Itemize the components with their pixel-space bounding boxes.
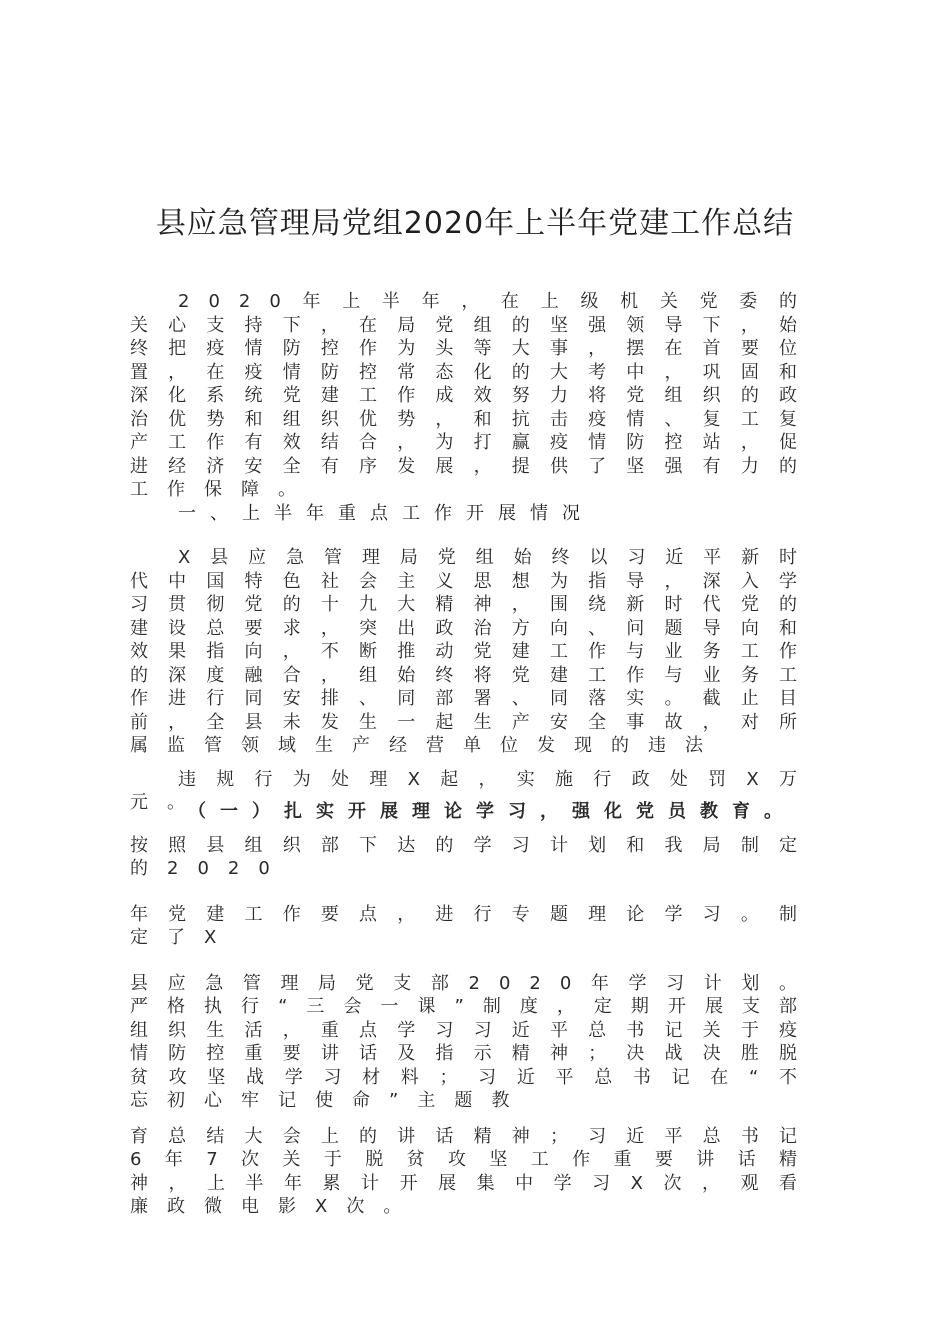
subsection1-line-a: 按照县组织部下达的学习计划和我局制定的2020 xyxy=(130,834,816,879)
intro-paragraph: 2020年上半年，在上级机关党委的关心支持下，在局党组的坚强领导下，始终把疫情防控作为头等大事，摆在首要位置，在疫情防控常态化的大考中，巩固和深化系统党建工作成效努力将党组织的政治优势和组织优势，和抗击疫情、复工复产工作有效结合，为打赢疫情防控站，促进经济安全有序发展，提供了坚强有力的工作保障。 xyxy=(130,291,816,500)
subsection1-block xyxy=(130,800,816,1219)
section1-paragraph-end: 违规行为处理X起，实施行政处罚X万元。 xyxy=(130,768,816,813)
subsection1-line-c: 县应急管理局党支部2020年学习计划。严格执行“三会一课”制度，定期开展支部组织生活，重点学习习近平总书记关于疫情防控重要讲话及指示精神；决战决胜脱贫攻坚战学习材料；习近平总书记在“不忘初心牢记使命”主题教 xyxy=(130,972,816,1111)
subsection1-line-d: 育总结大会上的讲话精神；习近平总书记6年7次关于脱贫攻坚工作重要讲话精神，上半年累计开展集中学习X次，观看廉政微电影X次。 xyxy=(130,1125,816,1217)
section-heading-1: 一、上半年重点工作开展情况 xyxy=(178,503,594,524)
document-title: 县应急管理局党组2020年上半年党建工作总结 xyxy=(155,206,795,241)
subsection1-line-b: 年党建工作要点，进行专题理论学习。制定了X xyxy=(130,903,816,948)
section1-paragraph xyxy=(130,546,816,815)
section1-paragraph-main: X县应急管理局党组始终以习近平新时代中国特色社会主义思想为指导，深入学习贯彻党的十九大精神，围绕新时代党的建设总要求，突出政治方向、问题导向和效果指向，不断推动党建工作与业务工作的深度融合，组始终将党建工作与业务工作进行同安排、同部署、同落实。截止目前，全县未发生一起生产安全事故，对所属监管领域生产经营单位发现的违法 xyxy=(130,547,816,756)
subsection-heading-1: （一）扎实开展理论学习，强化党员教育。 xyxy=(188,801,796,822)
